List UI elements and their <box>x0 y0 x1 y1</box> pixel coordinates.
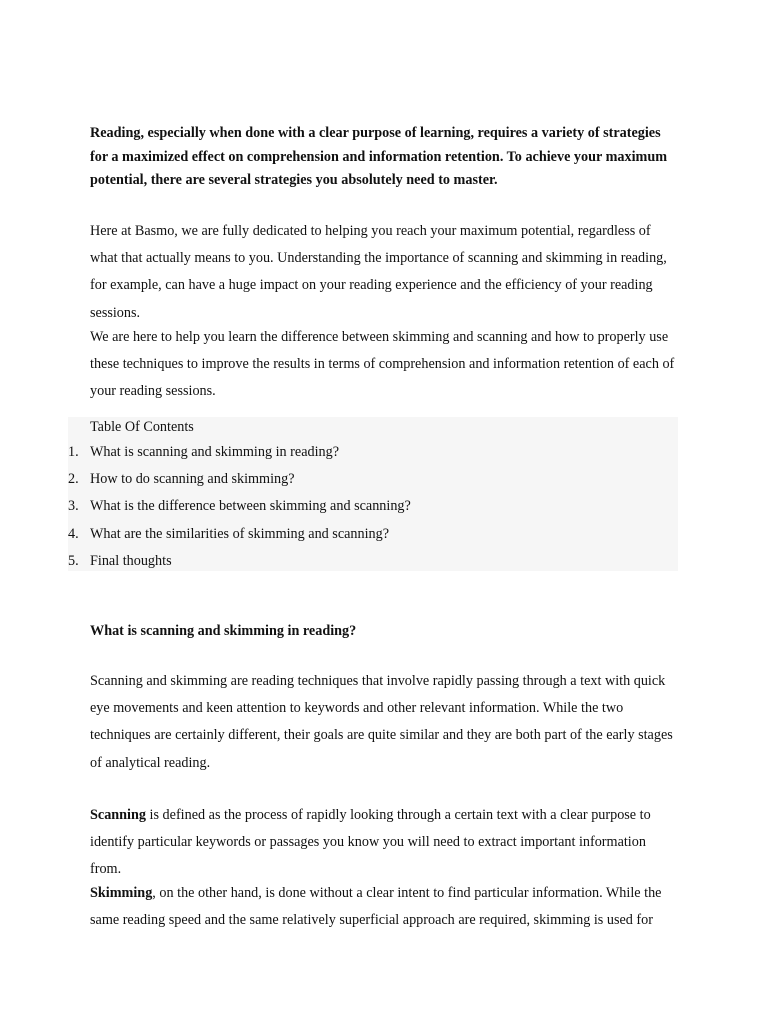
toc-item-number: 4. <box>68 525 79 542</box>
toc-item[interactable] <box>68 443 678 470</box>
intro-paragraph: Reading, especially when done with a clear purpose of learning, requires a variety of strategies for a maximized effect on comprehension and information retention. To achieve your maximum potential, there are several strategies you absolutely need to master. <box>90 125 668 188</box>
scanning-definition: is defined as the process of rapidly looking through a certain text with a clear purpose to identify particular keywords or passages you know you will need to extract important information from. <box>90 807 651 878</box>
term-scanning: Scanning <box>90 807 146 823</box>
toc-item-link[interactable]: Final thoughts <box>90 552 172 569</box>
term-skimming: Skimming <box>90 885 153 901</box>
skimming-definition: , on the other hand, is done without a clear intent to find particular information. While the same reading speed and the same relatively superficial approach are required, skimming is used for <box>90 885 662 929</box>
toc-item[interactable] <box>68 497 678 524</box>
body-paragraph-skimming <box>90 880 680 934</box>
body-paragraph-scanning <box>90 802 680 884</box>
toc-item-link[interactable]: What is the difference between skimming and scanning? <box>90 498 411 515</box>
toc-item-link[interactable]: How to do scanning and skimming? <box>90 471 295 488</box>
toc-item-number: 1. <box>68 444 79 460</box>
toc-item-link[interactable]: What is scanning and skimming in reading? <box>90 444 340 460</box>
toc-item[interactable] <box>68 470 678 497</box>
toc-item[interactable] <box>68 525 678 552</box>
toc-item-number: 2. <box>68 471 79 488</box>
toc-item-number: 3. <box>68 498 79 515</box>
body-paragraph-help: We are here to help you learn the difference between skimming and scanning and how to properly use these techniques to improve the results in terms of comprehension and information retention of each of your reading sessions. <box>90 329 675 400</box>
section-heading: What is scanning and skimming in reading? <box>90 623 357 639</box>
toc-list <box>68 443 678 579</box>
toc-item[interactable] <box>68 552 678 579</box>
body-paragraph-definition: Scanning and skimming are reading techniques that involve rapidly passing through a text with quick eye movements and keen attention to keywords and other relevant information. While the two techniques are certainly different, their goals are quite similar and they are both part of the early stages of analytical reading. <box>90 673 673 771</box>
body-paragraph-basmo: Here at Basmo, we are fully dedicated to helping you reach your maximum potential, regardless of what that actually means to you. Understanding the importance of scanning and skimming in reading, for example, can have a huge impact on your reading experience and the efficiency of your reading sessions. <box>90 223 667 321</box>
toc-item-number: 5. <box>68 552 79 569</box>
table-of-contents <box>68 417 678 571</box>
toc-item-link[interactable]: What are the similarities of skimming and scanning? <box>90 525 390 542</box>
toc-title: Table Of Contents <box>90 419 194 435</box>
